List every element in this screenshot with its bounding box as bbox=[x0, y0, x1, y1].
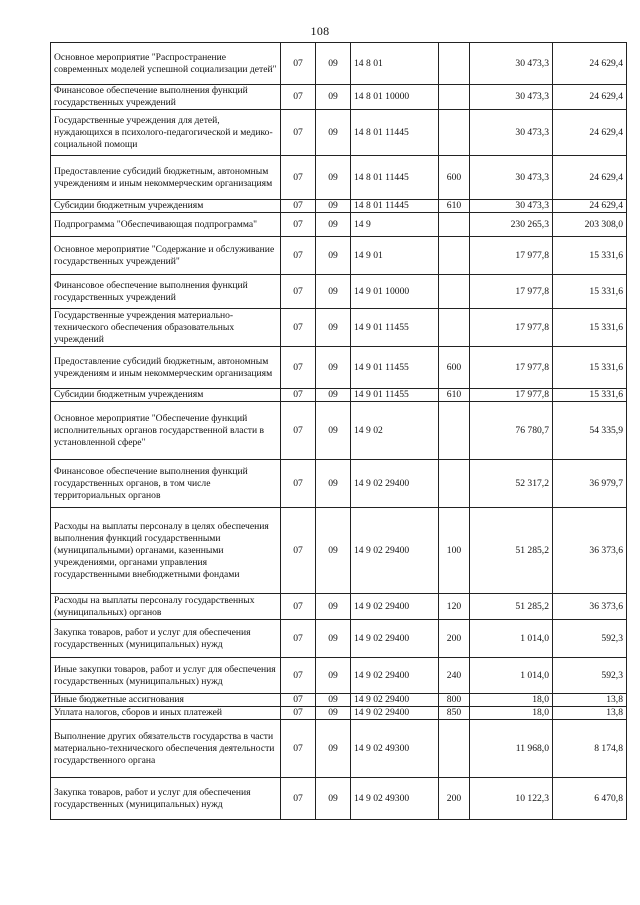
table-row bbox=[51, 156, 627, 200]
cell-name: Финансовое обеспечение выполнения функций государственных учреждений bbox=[51, 85, 281, 110]
table-row bbox=[51, 658, 627, 694]
cell-v2: 54 335,9 bbox=[553, 402, 627, 460]
cell-name: Выполнение других обязательств государства в части материально-технического обеспечения деятельности государственного органа bbox=[51, 720, 281, 778]
cell-code: 14 9 02 29400 bbox=[351, 707, 439, 720]
cell-b: 09 bbox=[316, 778, 351, 820]
cell-vr bbox=[439, 237, 470, 275]
cell-name: Закупка товаров, работ и услуг для обеспечения государственных (муниципальных) нужд bbox=[51, 778, 281, 820]
cell-code: 14 9 01 11455 bbox=[351, 389, 439, 402]
cell-a: 07 bbox=[281, 200, 316, 213]
cell-v1: 18,0 bbox=[470, 707, 553, 720]
cell-v2: 592,3 bbox=[553, 658, 627, 694]
cell-code: 14 9 02 29400 bbox=[351, 620, 439, 658]
cell-name: Государственные учреждения для детей, нуждающихся в психолого-педагогической и медико-социальной помощи bbox=[51, 110, 281, 156]
cell-v2: 8 174,8 bbox=[553, 720, 627, 778]
cell-b: 09 bbox=[316, 309, 351, 347]
cell-v1: 17 977,8 bbox=[470, 237, 553, 275]
table-row bbox=[51, 237, 627, 275]
cell-v1: 10 122,3 bbox=[470, 778, 553, 820]
cell-code: 14 8 01 11445 bbox=[351, 156, 439, 200]
cell-code: 14 8 01 11445 bbox=[351, 110, 439, 156]
cell-a: 07 bbox=[281, 309, 316, 347]
cell-vr: 850 bbox=[439, 707, 470, 720]
cell-b: 09 bbox=[316, 347, 351, 389]
cell-code: 14 9 02 29400 bbox=[351, 460, 439, 508]
cell-name: Закупка товаров, работ и услуг для обеспечения государственных (муниципальных) нужд bbox=[51, 620, 281, 658]
cell-b: 09 bbox=[316, 213, 351, 237]
cell-v1: 76 780,7 bbox=[470, 402, 553, 460]
cell-a: 07 bbox=[281, 402, 316, 460]
cell-v2: 36 373,6 bbox=[553, 594, 627, 620]
cell-vr: 100 bbox=[439, 508, 470, 594]
cell-v2: 24 629,4 bbox=[553, 156, 627, 200]
table-row bbox=[51, 508, 627, 594]
cell-v1: 17 977,8 bbox=[470, 275, 553, 309]
cell-code: 14 8 01 bbox=[351, 43, 439, 85]
cell-v1: 51 285,2 bbox=[470, 594, 553, 620]
cell-b: 09 bbox=[316, 620, 351, 658]
cell-code: 14 9 01 bbox=[351, 237, 439, 275]
table-row bbox=[51, 402, 627, 460]
cell-vr bbox=[439, 110, 470, 156]
cell-b: 09 bbox=[316, 694, 351, 707]
cell-vr bbox=[439, 402, 470, 460]
cell-v1: 18,0 bbox=[470, 694, 553, 707]
cell-name: Основное мероприятие "Содержание и обслуживание государственных учреждений" bbox=[51, 237, 281, 275]
cell-a: 07 bbox=[281, 778, 316, 820]
table-row bbox=[51, 309, 627, 347]
cell-vr bbox=[439, 213, 470, 237]
cell-v2: 592,3 bbox=[553, 620, 627, 658]
cell-code: 14 9 02 29400 bbox=[351, 694, 439, 707]
cell-vr: 120 bbox=[439, 594, 470, 620]
cell-b: 09 bbox=[316, 237, 351, 275]
cell-v1: 52 317,2 bbox=[470, 460, 553, 508]
cell-a: 07 bbox=[281, 460, 316, 508]
table-row bbox=[51, 694, 627, 707]
cell-b: 09 bbox=[316, 594, 351, 620]
cell-b: 09 bbox=[316, 402, 351, 460]
table-row bbox=[51, 85, 627, 110]
cell-b: 09 bbox=[316, 85, 351, 110]
cell-name: Основное мероприятие "Обеспечение функций исполнительных органов государственной власти в установленной сфере" bbox=[51, 402, 281, 460]
cell-v2: 15 331,6 bbox=[553, 275, 627, 309]
cell-b: 09 bbox=[316, 720, 351, 778]
cell-vr: 600 bbox=[439, 156, 470, 200]
cell-name: Расходы на выплаты персоналу в целях обеспечения выполнения функций государственными (муниципальными) органами, казенными учреждениями, органами управления государственными внебюджетными фондами bbox=[51, 508, 281, 594]
table-row bbox=[51, 594, 627, 620]
cell-code: 14 8 01 10000 bbox=[351, 85, 439, 110]
cell-a: 07 bbox=[281, 508, 316, 594]
table-row bbox=[51, 389, 627, 402]
cell-a: 07 bbox=[281, 658, 316, 694]
cell-vr bbox=[439, 720, 470, 778]
table-row bbox=[51, 110, 627, 156]
cell-name: Государственные учреждения материально-технического обеспечения образовательных учреждений bbox=[51, 309, 281, 347]
cell-b: 09 bbox=[316, 707, 351, 720]
cell-name: Финансовое обеспечение выполнения функций государственных органов, в том числе территориальных органов bbox=[51, 460, 281, 508]
table-row bbox=[51, 43, 627, 85]
table-row bbox=[51, 275, 627, 309]
cell-v2: 24 629,4 bbox=[553, 43, 627, 85]
cell-v1: 30 473,3 bbox=[470, 85, 553, 110]
table-row bbox=[51, 707, 627, 720]
cell-vr bbox=[439, 275, 470, 309]
cell-v1: 30 473,3 bbox=[470, 43, 553, 85]
cell-b: 09 bbox=[316, 110, 351, 156]
cell-a: 07 bbox=[281, 43, 316, 85]
cell-name: Субсидии бюджетным учреждениям bbox=[51, 200, 281, 213]
cell-a: 07 bbox=[281, 213, 316, 237]
cell-name: Иные бюджетные ассигнования bbox=[51, 694, 281, 707]
cell-v1: 17 977,8 bbox=[470, 347, 553, 389]
cell-v1: 30 473,3 bbox=[470, 200, 553, 213]
cell-vr bbox=[439, 85, 470, 110]
cell-v1: 51 285,2 bbox=[470, 508, 553, 594]
cell-vr bbox=[439, 460, 470, 508]
cell-b: 09 bbox=[316, 508, 351, 594]
cell-a: 07 bbox=[281, 707, 316, 720]
cell-a: 07 bbox=[281, 389, 316, 402]
cell-v1: 230 265,3 bbox=[470, 213, 553, 237]
cell-a: 07 bbox=[281, 275, 316, 309]
cell-vr: 800 bbox=[439, 694, 470, 707]
table-row bbox=[51, 720, 627, 778]
cell-v1: 1 014,0 bbox=[470, 658, 553, 694]
cell-a: 07 bbox=[281, 156, 316, 200]
cell-v2: 6 470,8 bbox=[553, 778, 627, 820]
cell-b: 09 bbox=[316, 389, 351, 402]
cell-v1: 1 014,0 bbox=[470, 620, 553, 658]
cell-vr bbox=[439, 43, 470, 85]
cell-name: Финансовое обеспечение выполнения функций государственных учреждений bbox=[51, 275, 281, 309]
table-row bbox=[51, 347, 627, 389]
cell-a: 07 bbox=[281, 620, 316, 658]
cell-a: 07 bbox=[281, 85, 316, 110]
cell-code: 14 9 02 49300 bbox=[351, 778, 439, 820]
cell-b: 09 bbox=[316, 200, 351, 213]
cell-v2: 15 331,6 bbox=[553, 347, 627, 389]
cell-b: 09 bbox=[316, 156, 351, 200]
cell-v2: 36 373,6 bbox=[553, 508, 627, 594]
cell-code: 14 9 02 49300 bbox=[351, 720, 439, 778]
cell-v2: 203 308,0 bbox=[553, 213, 627, 237]
cell-vr: 600 bbox=[439, 347, 470, 389]
cell-v2: 15 331,6 bbox=[553, 389, 627, 402]
cell-vr: 610 bbox=[439, 389, 470, 402]
cell-v1: 30 473,3 bbox=[470, 156, 553, 200]
cell-v1: 11 968,0 bbox=[470, 720, 553, 778]
table-row bbox=[51, 460, 627, 508]
cell-v2: 15 331,6 bbox=[553, 237, 627, 275]
cell-v1: 17 977,8 bbox=[470, 389, 553, 402]
cell-a: 07 bbox=[281, 694, 316, 707]
cell-code: 14 9 02 bbox=[351, 402, 439, 460]
cell-name: Субсидии бюджетным учреждениям bbox=[51, 389, 281, 402]
cell-v2: 36 979,7 bbox=[553, 460, 627, 508]
cell-name: Уплата налогов, сборов и иных платежей bbox=[51, 707, 281, 720]
cell-a: 07 bbox=[281, 347, 316, 389]
cell-v2: 24 629,4 bbox=[553, 200, 627, 213]
cell-v2: 13,8 bbox=[553, 707, 627, 720]
cell-vr: 200 bbox=[439, 620, 470, 658]
cell-b: 09 bbox=[316, 43, 351, 85]
table-row bbox=[51, 213, 627, 237]
cell-a: 07 bbox=[281, 594, 316, 620]
cell-name: Расходы на выплаты персоналу государственных (муниципальных) органов bbox=[51, 594, 281, 620]
table-row bbox=[51, 620, 627, 658]
cell-vr bbox=[439, 309, 470, 347]
page-number: 108 bbox=[310, 24, 330, 38]
cell-name: Подпрограмма "Обеспечивающая подпрограмма" bbox=[51, 213, 281, 237]
cell-code: 14 8 01 11445 bbox=[351, 200, 439, 213]
cell-v2: 24 629,4 bbox=[553, 110, 627, 156]
cell-code: 14 9 01 11455 bbox=[351, 347, 439, 389]
cell-b: 09 bbox=[316, 460, 351, 508]
cell-name: Предоставление субсидий бюджетным, автономным учреждениям и иным некоммерческим организациям bbox=[51, 347, 281, 389]
table-row bbox=[51, 778, 627, 820]
table-body bbox=[51, 43, 627, 820]
cell-code: 14 9 01 11455 bbox=[351, 309, 439, 347]
cell-code: 14 9 02 29400 bbox=[351, 508, 439, 594]
cell-b: 09 bbox=[316, 658, 351, 694]
cell-a: 07 bbox=[281, 110, 316, 156]
cell-code: 14 9 02 29400 bbox=[351, 658, 439, 694]
budget-table bbox=[50, 42, 627, 820]
cell-v2: 13,8 bbox=[553, 694, 627, 707]
cell-code: 14 9 02 29400 bbox=[351, 594, 439, 620]
cell-a: 07 bbox=[281, 237, 316, 275]
cell-v1: 30 473,3 bbox=[470, 110, 553, 156]
table-row bbox=[51, 200, 627, 213]
cell-a: 07 bbox=[281, 720, 316, 778]
cell-v1: 17 977,8 bbox=[470, 309, 553, 347]
cell-name: Основное мероприятие "Распространение современных моделей успешной социализации детей" bbox=[51, 43, 281, 85]
cell-vr: 610 bbox=[439, 200, 470, 213]
cell-name: Иные закупки товаров, работ и услуг для обеспечения государственных (муниципальных) нужд bbox=[51, 658, 281, 694]
cell-name: Предоставление субсидий бюджетным, автономным учреждениям и иным некоммерческим организациям bbox=[51, 156, 281, 200]
cell-vr: 240 bbox=[439, 658, 470, 694]
cell-v2: 24 629,4 bbox=[553, 85, 627, 110]
cell-code: 14 9 bbox=[351, 213, 439, 237]
cell-b: 09 bbox=[316, 275, 351, 309]
cell-code: 14 9 01 10000 bbox=[351, 275, 439, 309]
cell-vr: 200 bbox=[439, 778, 470, 820]
cell-v2: 15 331,6 bbox=[553, 309, 627, 347]
